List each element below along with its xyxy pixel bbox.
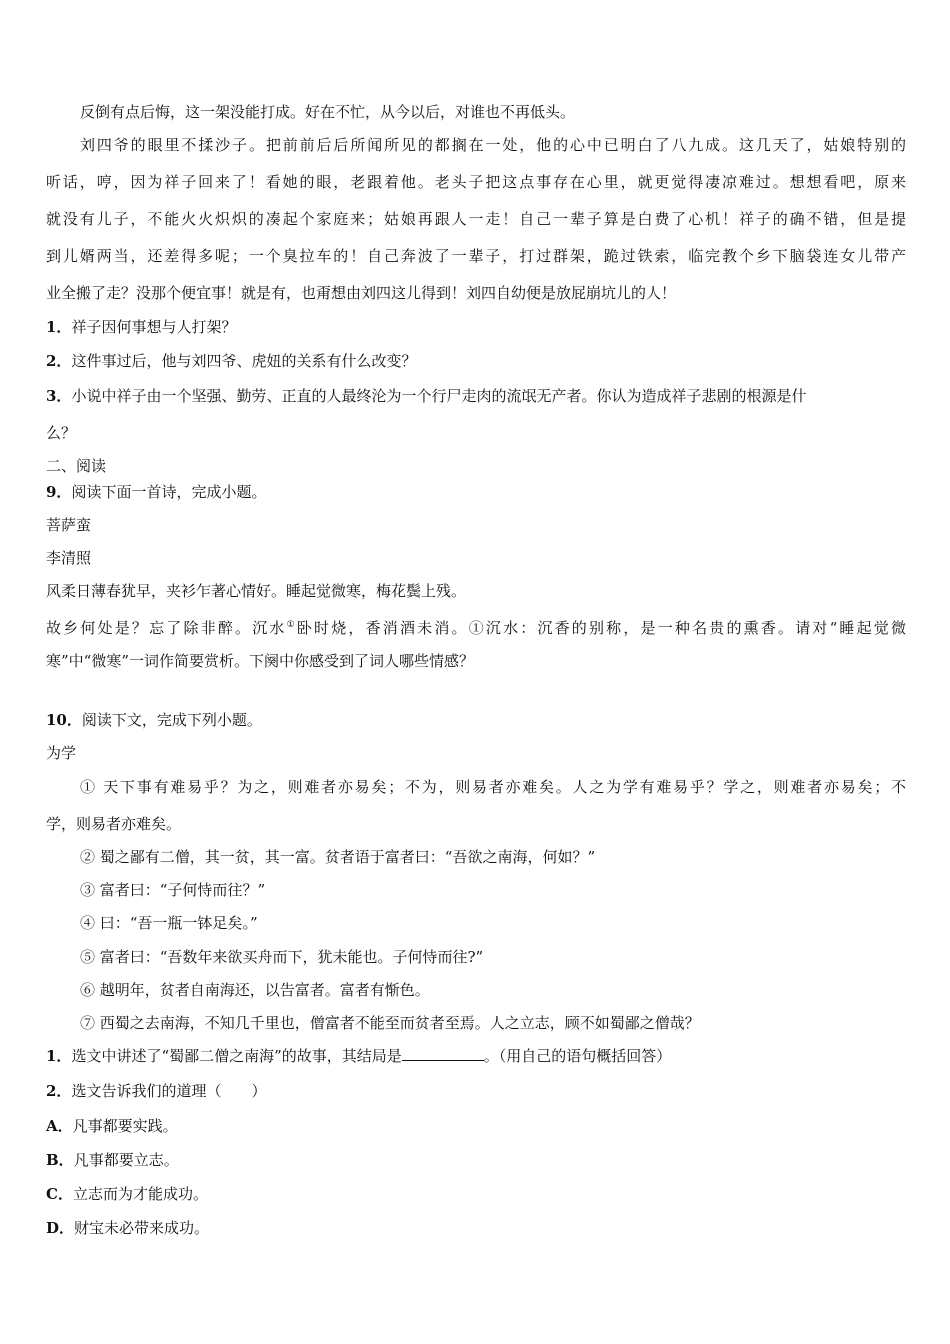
- answer-option: [46, 1116, 906, 1136]
- passage-paragraph-line: 刘四爷的眼里不揉沙子。把前前后后所闻所见的都搁在一处，他的心中已明白了八九成。这几天了，姑娘特别的: [80, 136, 906, 154]
- option-text: 凡事都要立志。: [73, 1151, 179, 1169]
- question-item: [46, 482, 906, 502]
- option-letter: D．: [46, 1219, 75, 1237]
- question-text: 这件事过后，他与刘四爷、虎妞的关系有什么改变？: [71, 352, 417, 370]
- sub-question: [46, 1081, 906, 1101]
- option-letter: C．: [46, 1185, 73, 1203]
- option-text: 凡事都要实践。: [72, 1117, 178, 1135]
- poem-title: 菩萨蛮: [46, 516, 92, 534]
- footnote-marker: ①: [286, 620, 297, 630]
- question-number: 1．: [46, 318, 72, 336]
- passage-paragraph-line: 业全搬了走？没那个便宜事！就是有，也甭想由刘四这儿得到！刘四自幼便是放屁崩坑儿的人！: [46, 284, 677, 302]
- question-item: [46, 317, 906, 337]
- passage-paragraph-line: 听话，哼，因为祥子回来了！看她的眼，老跟着他。老头子把这点事存在心里，就更觉得凄凉难过。想想看吧，原来: [46, 173, 906, 191]
- question-prompt: 阅读下面一首诗，完成小题。: [71, 483, 267, 501]
- answer-option: [46, 1184, 906, 1204]
- poem-text: 故乡何处是？忘了除非醉。沉水: [46, 619, 287, 637]
- answer-blank[interactable]: [402, 1046, 484, 1061]
- question-item: [46, 710, 906, 730]
- question-text: 选文告诉我们的道理（ ）: [71, 1082, 267, 1100]
- question-number: 1．: [46, 1047, 72, 1065]
- question-number: 2．: [46, 352, 72, 370]
- question-prompt: 阅读下文，完成下列小题。: [81, 711, 262, 729]
- question-text: 祥子因何事想与人打架？: [71, 318, 237, 336]
- poem-line: [46, 615, 906, 638]
- poem-author: 李清照: [46, 549, 92, 567]
- question-text: 寒”中“微寒”一词作简要赏析。下阕中你感受到了词人哪些情感？: [46, 652, 475, 670]
- passage-paragraph: ③ 富者曰：“子何恃而往？”: [80, 881, 266, 899]
- option-text: 立志而为才能成功。: [72, 1185, 208, 1203]
- question-number: 3．: [46, 387, 72, 405]
- question-text-continuation: 么？: [46, 424, 77, 442]
- option-text: 财宝未必带来成功。: [74, 1219, 210, 1237]
- passage-paragraph: ④ 曰：“吾一瓶一钵足矣。”: [80, 914, 258, 932]
- question-item: [46, 386, 906, 406]
- question-number: 9．: [46, 483, 72, 501]
- passage-paragraph-line: 学，则易者亦难矣。: [46, 815, 182, 833]
- poem-line: 风柔日薄春犹早，夹衫乍著心情好。睡起觉微寒，梅花鬓上残。: [46, 582, 467, 600]
- passage-paragraph: ② 蜀之鄙有二僧，其一贫，其一富。贫者语于富者曰：“吾欲之南海，何如？”: [80, 848, 596, 866]
- answer-option: [46, 1218, 906, 1238]
- poem-text: 卧时烧，香消酒未消。①沉水：沉香的别称，是一种名贵的熏香。请对“睡起觉微: [296, 619, 906, 637]
- question-text: 小说中祥子由一个坚强、勤劳、正直的人最终沦为一个行尸走肉的流氓无产者。你认为造成祥子悲剧的根源是什: [71, 387, 807, 405]
- question-text: 。（用自己的语句概括回答）: [483, 1047, 672, 1065]
- passage-paragraph-line: 到儿婿两当，还差得多呢；一个臭拉车的！自己奔波了一辈子，打过群架，跪过铁索，临完教个乡下脑袋连女儿带产: [46, 247, 906, 265]
- sub-question: [46, 1046, 906, 1066]
- passage-paragraph-line: ① 天下事有难易乎？为之，则难者亦易矣；不为，则易者亦难矣。人之为学有难易乎？学之，则难者亦易矣；不: [80, 778, 906, 796]
- passage-paragraph: ⑤ 富者曰：“吾数年来欲买舟而下，犹未能也。子何恃而往?”: [80, 948, 484, 966]
- passage-paragraph: ⑦ 西蜀之去南海，不知几千里也，僧富者不能至而贫者至焉。人之立志，顾不如蜀鄙之僧哉？: [80, 1014, 700, 1032]
- passage-paragraph: ⑥ 越明年，贫者自南海还，以告富者。富者有惭色。: [80, 981, 430, 999]
- option-letter: B．: [46, 1151, 74, 1169]
- passage-paragraph: 反倒有点后悔，这一架没能打成。好在不忙，从今以后，对谁也不再低头。: [80, 103, 576, 121]
- section-heading: 二、阅读: [46, 457, 107, 475]
- question-text: 选文中讲述了“蜀鄙二僧之南海”的故事，其结局是: [71, 1047, 402, 1065]
- answer-option: [46, 1150, 906, 1170]
- passage-title: 为学: [46, 744, 77, 762]
- question-item: [46, 351, 906, 371]
- option-letter: A．: [46, 1117, 73, 1135]
- question-number: 10．: [46, 711, 82, 729]
- question-number: 2．: [46, 1082, 72, 1100]
- passage-paragraph-line: 就没有儿子，不能火火炽炽的凑起个家庭来；姑娘再跟人一走！自己一辈子算是白费了心机！祥子的确不错，但是提: [46, 210, 906, 228]
